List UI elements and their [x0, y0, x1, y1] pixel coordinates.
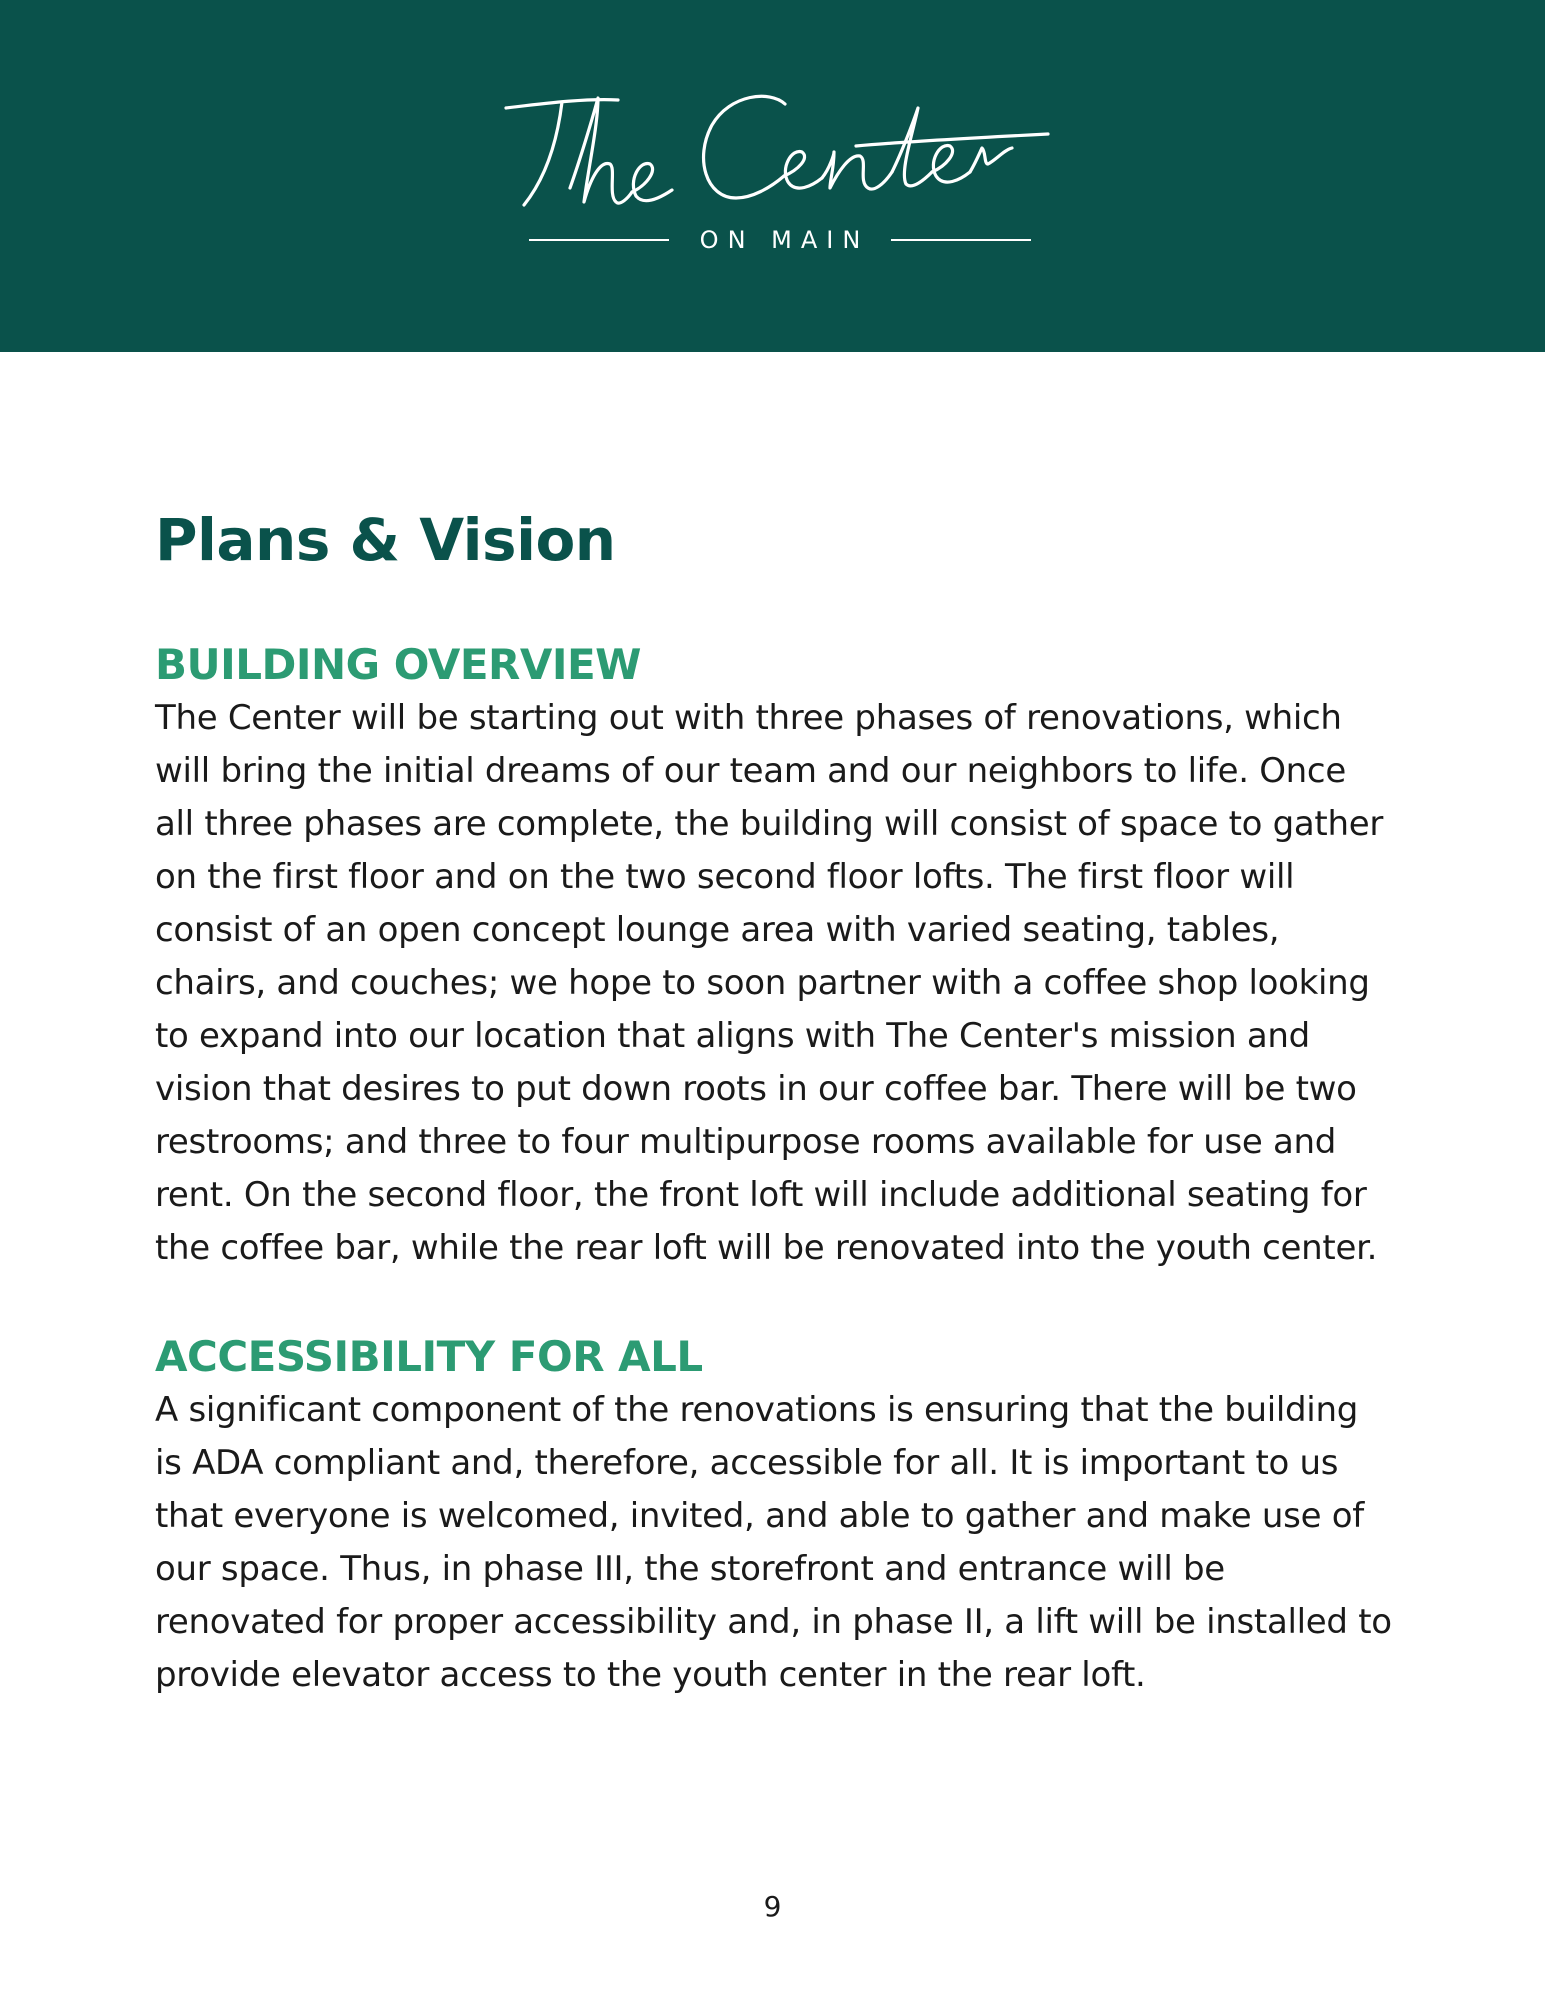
header-banner [0, 0, 1545, 352]
page-title: Plans & Vision [155, 506, 616, 574]
logo-left-rule [529, 239, 669, 241]
main-content [155, 500, 1405, 1702]
accessibility-section [155, 1330, 1405, 1702]
logo-script-artwork [500, 80, 1060, 220]
section-body: The Center will be starting out with three phases of renovations, which will bring the initial dreams of our team and our neighbors to life. Once all three phases are complete, the building will consist of space to gather on the first floor and on the two second floor lofts. The first floor will consist of an open concept lounge area with varied seating, tables, chairs, and couches; we hope to soon partner with a coffee shop looking to expand into our location that aligns with The Center's mission and vision that desires to put down roots in our coffee bar. There will be two restrooms; and three to four multipurpose rooms available for use and rent. On the second floor, the front loft will include additional seating for the coffee bar, while the rear loft will be renovated into the youth center. [155, 698, 1383, 1268]
section-heading: BUILDING OVERVIEW [155, 640, 642, 689]
logo-subtitle: ON MAIN [699, 226, 870, 254]
the-center-on-main-logo [500, 80, 1060, 280]
logo-subtitle-row [500, 225, 1060, 255]
logo-right-rule [891, 239, 1031, 241]
building-overview-section [155, 638, 1405, 1275]
page-number: 9 [763, 1890, 782, 1923]
section-heading: ACCESSIBILITY FOR ALL [155, 1332, 703, 1381]
section-body: A significant component of the renovations is ensuring that the building is ADA compliant and, therefore, accessible for all. It is important to us that everyone is welcomed, invited, and able to gather and make use of our space. Thus, in phase III, the storefront and entrance will be renovated for proper accessibility and, in phase II, a lift will be installed to provide elevator access to the youth center in the rear loft. [155, 1390, 1392, 1695]
